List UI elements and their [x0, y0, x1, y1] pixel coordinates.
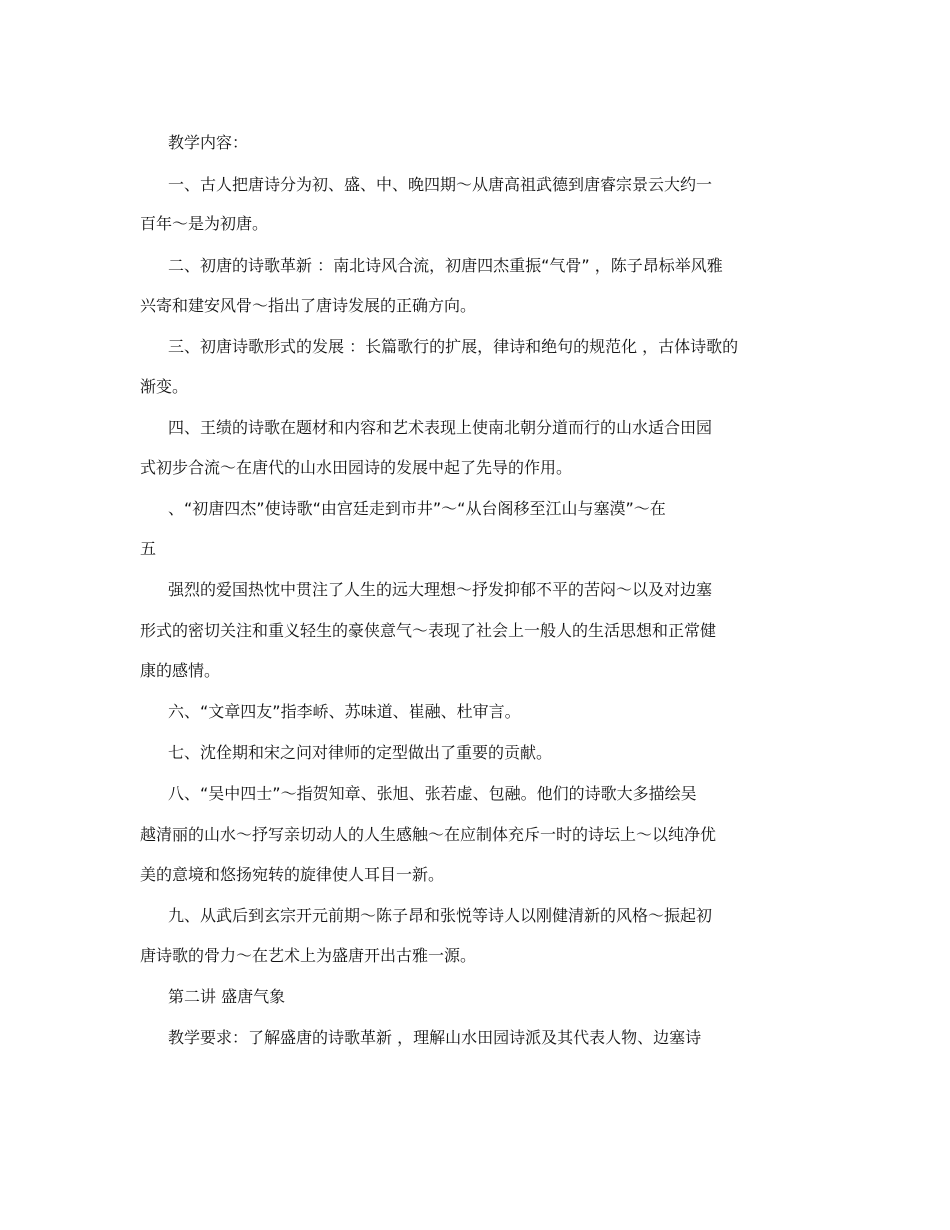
- paragraph-line: 一、古人把唐诗分为初、盛、中、晚四期～从唐高祖武德到唐睿宗景云大约一: [168, 175, 713, 194]
- paragraph-line: 渐变。: [140, 377, 189, 396]
- paragraph-line: 六、“文章四友”指李峤、苏味道、崔融、杜审言。: [168, 702, 521, 721]
- paragraph-line: 越清丽的山水～抒写亲切动人的人生感触～在应制体充斥一时的诗坛上～以纯净优: [140, 825, 717, 844]
- paragraph-line: 四、王绩的诗歌在题材和内容和艺术表现上使南北朝分道而行的山水适合田园: [168, 418, 713, 437]
- paragraph-line: 七、沈佺期和宋之问对律师的定型做出了重要的贡献。: [168, 743, 553, 762]
- paragraph-line: 、“初唐四杰”使诗歌“由宫廷走到市井”～“从台阁移至江山与塞漠”～在: [168, 499, 666, 518]
- paragraph-line: 二、初唐的诗歌革新 ：南北诗风合流，初唐四杰重振“气骨” ，陈子昂标举风雅: [168, 256, 723, 275]
- paragraph-line: 康的感情。: [140, 661, 221, 680]
- paragraph-line: 三、初唐诗歌形式的发展 ：长篇歌行的扩展，律诗和绝句的规范化 ，古体诗歌的: [168, 337, 739, 356]
- paragraph-line: 教学要求：了解盛唐的诗歌革新 ，理解山水田园诗派及其代表人物、边塞诗: [168, 1028, 702, 1047]
- paragraph-line: 美的意境和悠扬宛转的旋律使人耳目一新。: [140, 865, 445, 884]
- paragraph-line: 百年～是为初唐。: [140, 214, 269, 233]
- paragraph-line: 兴寄和建安风骨～指出了唐诗发展的正确方向。: [140, 296, 477, 315]
- section-heading: 教学内容：: [168, 133, 249, 152]
- paragraph-line: 九、从武后到玄宗开元前期～陈子昂和张悦等诗人以刚健清新的风格～振起初: [168, 906, 713, 925]
- paragraph-line: 强烈的爱国热忱中贯注了人生的远大理想～抒发抑郁不平的苦闷～以及对边塞: [168, 580, 713, 599]
- paragraph-line: 形式的密切关注和重义轻生的豪侠意气～表现了社会上一般人的生活思想和正常健: [140, 621, 717, 640]
- paragraph-line: 五: [140, 539, 157, 558]
- chapter-heading: 第二讲 盛唐气象: [168, 987, 286, 1006]
- paragraph-line: 唐诗歌的骨力～在艺术上为盛唐开出古雅一源。: [140, 946, 477, 965]
- paragraph-line: 八、“吴中四士”～指贺知章、张旭、张若虚、包融。他们的诗歌大多描绘吴: [168, 784, 697, 803]
- paragraph-line: 式初步合流～在唐代的山水田园诗的发展中起了先导的作用。: [140, 458, 573, 477]
